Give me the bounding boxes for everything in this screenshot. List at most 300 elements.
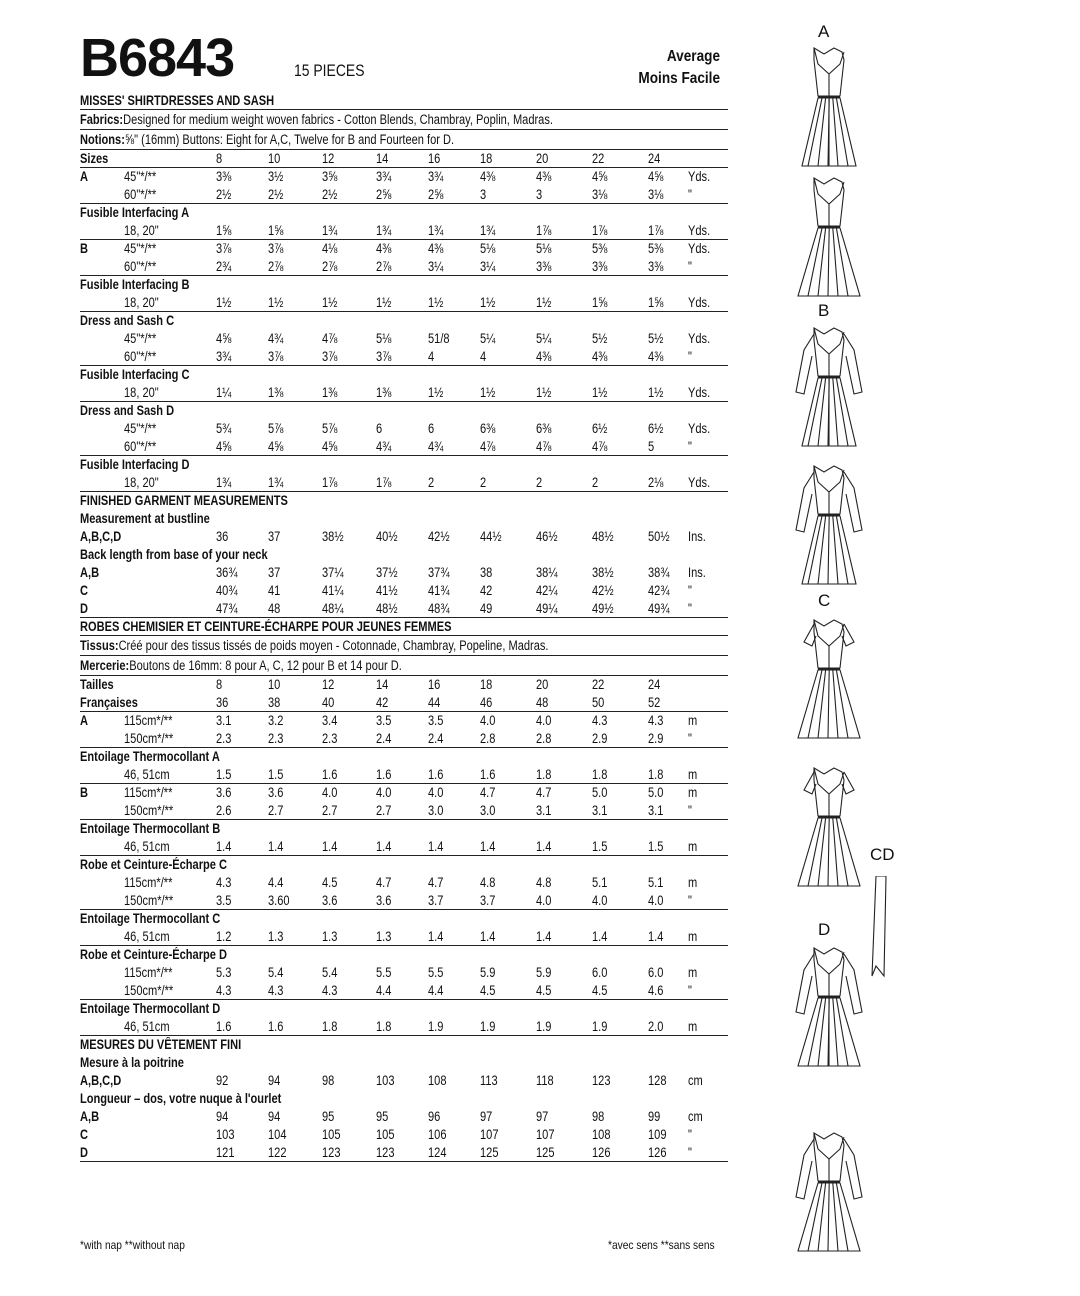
row-label: A,B,C,D [80, 529, 122, 544]
table-cell: 97 [536, 1109, 549, 1124]
sizes-row [80, 676, 728, 694]
table-cell: 1⅝ [592, 295, 608, 310]
table-cell: 6½ [648, 421, 664, 436]
table-cell: 1.6 [268, 1019, 284, 1034]
group-heading-text: Fusible Interfacing A [80, 205, 190, 220]
table-cell: 2.3 [216, 731, 232, 746]
table-cell: 105 [322, 1127, 341, 1142]
notions-wrap [80, 656, 402, 676]
table-cell: 1.8 [322, 1019, 338, 1034]
table-cell: 1½ [428, 385, 444, 400]
table-cell: 49 [480, 601, 493, 616]
table-cell: 1⅞ [592, 223, 608, 238]
view-d-front-drawing [774, 940, 884, 1070]
table-cell: 1.8 [592, 767, 608, 782]
row-sublabel: 115cm*/** [124, 785, 173, 800]
section-title-text: MISSES' SHIRTDRESSES AND SASH [80, 93, 275, 108]
table-cell: 3.5 [216, 893, 232, 908]
view-d-back-drawing [774, 1125, 884, 1255]
table-cell: 47¾ [216, 601, 238, 616]
section-title [80, 92, 728, 110]
table-cell: 1½ [376, 295, 392, 310]
table-cell: 3⅜ [216, 169, 232, 184]
finished-title-text: FINISHED GARMENT MEASUREMENTS [80, 493, 288, 508]
table-cell: 1.4 [536, 839, 552, 854]
table-cell: 2 [480, 475, 487, 490]
view-label: A [80, 713, 88, 728]
notions-wrap [80, 130, 454, 150]
table-row [80, 1144, 728, 1162]
table-cell: 95 [376, 1109, 389, 1124]
table-cell: 1⅞ [536, 223, 552, 238]
row-sublabel: 18, 20" [124, 385, 159, 400]
unit-label: Yds. [688, 241, 711, 256]
table-cell: 6½ [592, 421, 608, 436]
table-cell: 122 [268, 1145, 287, 1160]
table-cell: 4.0 [536, 713, 552, 728]
table-cell: 1½ [268, 295, 284, 310]
table-cell: 124 [428, 1145, 447, 1160]
table-cell: 5⅛ [536, 241, 552, 256]
row-sublabel: 60"*/** [124, 439, 157, 454]
table-cell: 128 [648, 1073, 667, 1088]
table-cell: 123 [322, 1145, 341, 1160]
table-cell: 1.5 [216, 767, 232, 782]
table-cell: 5⅞ [268, 421, 284, 436]
table-cell: 1.5 [268, 767, 284, 782]
table-cell: 1⅝ [268, 223, 284, 238]
section-title [80, 618, 728, 636]
view-a-front-drawing [774, 40, 884, 170]
table-cell: 5.1 [648, 875, 664, 890]
group-heading-text: Robe et Ceinture-Écharpe C [80, 857, 228, 872]
group-heading [80, 1000, 728, 1018]
table-cell: 2.9 [648, 731, 664, 746]
table-cell: 1⅝ [216, 223, 232, 238]
table-row [80, 384, 728, 402]
view-label: A [80, 169, 88, 184]
table-cell: 3⅞ [268, 241, 284, 256]
table-row [80, 730, 728, 748]
table-cell: 5.3 [216, 965, 232, 980]
table-cell: 1¾ [322, 223, 338, 238]
table-cell: 5½ [648, 331, 664, 346]
table-cell: 3⅞ [268, 349, 284, 364]
row-sublabel: 60"*/** [124, 259, 157, 274]
table-cell: 113 [480, 1073, 498, 1088]
table-cell: 4.0 [480, 713, 496, 728]
size-header: 16 [428, 677, 441, 692]
group-heading-text: Robe et Ceinture-Écharpe D [80, 947, 228, 962]
row-sublabel: 150cm*/** [124, 731, 174, 746]
fabrics-wrap [80, 636, 548, 656]
table-cell: 1.6 [480, 767, 496, 782]
table-cell: 3⅞ [376, 349, 392, 364]
unit-label: " [688, 731, 692, 746]
pattern-code: B6843 [80, 28, 235, 88]
table-cell: 1⅜ [268, 385, 284, 400]
table-cell: 48¾ [428, 601, 450, 616]
table-cell: 4⅞ [322, 331, 338, 346]
unit-label: " [688, 803, 692, 818]
table-cell: 2.7 [268, 803, 284, 818]
table-cell: 37¼ [322, 565, 344, 580]
table-row [80, 564, 728, 582]
row-sublabel: 150cm*/** [124, 803, 174, 818]
table-cell: 3¾ [376, 169, 392, 184]
table-cell: 1⅞ [376, 475, 392, 490]
unit-label: m [688, 839, 698, 854]
notions-line [80, 656, 728, 676]
table-cell: 3⅞ [322, 349, 338, 364]
row-label: A,B [80, 565, 100, 580]
row-sublabel: 18, 20" [124, 223, 159, 238]
table-cell: 5.5 [428, 965, 444, 980]
table-cell: 3¼ [428, 259, 444, 274]
table-cell: 3.4 [322, 713, 338, 728]
notions-label: Notions: [80, 132, 125, 147]
sizes-label: Françaises [80, 695, 138, 710]
table-cell: 4.8 [480, 875, 496, 890]
row-sublabel: 18, 20" [124, 475, 159, 490]
table-cell: 108 [592, 1127, 611, 1142]
table-cell: 4⅝ [268, 439, 284, 454]
table-cell: 2.7 [322, 803, 338, 818]
table-cell: 48¼ [322, 601, 344, 616]
table-cell: 3¾ [216, 349, 232, 364]
unit-label: " [688, 983, 692, 998]
table-row [80, 528, 728, 546]
size-header: 12 [322, 151, 335, 166]
size-header: 18 [480, 677, 493, 692]
table-cell: 107 [536, 1127, 555, 1142]
sizes-label: Tailles [80, 677, 114, 692]
table-row [80, 168, 728, 186]
table-cell: 3 [480, 187, 487, 202]
table-cell: 2⅞ [376, 259, 392, 274]
table-cell: 109 [648, 1127, 667, 1142]
unit-label: Yds. [688, 421, 711, 436]
table-cell: 2 [536, 475, 543, 490]
size-header: 38 [268, 695, 281, 710]
table-cell: 5⅜ [592, 241, 608, 256]
finished-title-text: MESURES DU VÊTEMENT FINI [80, 1037, 242, 1052]
table-cell: 1⅞ [322, 475, 338, 490]
table-cell: 38¾ [648, 565, 670, 580]
unit-label: " [688, 893, 692, 908]
table-cell: 1.8 [376, 1019, 392, 1034]
table-cell: 1½ [480, 295, 496, 310]
notions-text: ⅝" (16mm) Buttons: Eight for A,C, Twelve for B and Fourteen for D. [124, 132, 455, 147]
table-cell: 4⅜ [376, 241, 392, 256]
table-cell: 5.4 [268, 965, 284, 980]
table-row [80, 420, 728, 438]
unit-label: m [688, 965, 698, 980]
size-header: 24 [648, 151, 661, 166]
row-sublabel: 45"*/** [124, 241, 157, 256]
table-cell: 1½ [648, 385, 664, 400]
table-cell: 1.9 [428, 1019, 444, 1034]
table-cell: 97 [480, 1109, 493, 1124]
unit-label: Yds. [688, 169, 711, 184]
table-cell: 3⅜ [592, 259, 608, 274]
table-cell: 3.60 [268, 893, 290, 908]
table-cell: 50½ [648, 529, 670, 544]
table-cell: 2.7 [376, 803, 392, 818]
table-cell: 1½ [536, 295, 552, 310]
group-heading-text: Entoilage Thermocollant A [80, 749, 220, 764]
bust-heading [80, 510, 728, 528]
table-cell: 3¾ [428, 169, 444, 184]
table-cell: 6⅜ [536, 421, 552, 436]
table-cell: 98 [592, 1109, 605, 1124]
fabrics-text: Créé pour des tissus tissés de poids moyen - Cotonnade, Chambray, Popeline, Madras. [118, 638, 549, 653]
table-cell: 98 [322, 1073, 335, 1088]
table-cell: 2.0 [648, 1019, 664, 1034]
view-label: B [80, 785, 88, 800]
size-header: 36 [216, 695, 229, 710]
footnote-fr: *avec sens **sans sens [608, 1238, 715, 1252]
table-cell: 38½ [322, 529, 344, 544]
row-sublabel: 46, 51cm [124, 929, 170, 944]
table-row [80, 766, 728, 784]
row-sublabel: 115cm*/** [124, 713, 173, 728]
table-cell: 4.7 [428, 875, 444, 890]
size-header: 14 [376, 677, 389, 692]
table-cell: 1½ [216, 295, 232, 310]
table-cell: 4.4 [376, 983, 392, 998]
table-cell: 5¼ [480, 331, 496, 346]
unit-label: Yds. [688, 475, 711, 490]
table-cell: 4⅞ [536, 439, 552, 454]
table-cell: 5⅞ [322, 421, 338, 436]
table-cell: 1.4 [648, 929, 664, 944]
table-cell: 1.9 [480, 1019, 496, 1034]
table-cell: 3.7 [428, 893, 444, 908]
table-cell: 6.0 [592, 965, 608, 980]
unit-label: " [688, 601, 692, 616]
table-row [80, 240, 728, 258]
view-b-front-drawing [774, 320, 884, 450]
table-cell: 4.7 [480, 785, 496, 800]
row-sublabel: 45"*/** [124, 421, 157, 436]
size-header: 8 [216, 151, 223, 166]
table-cell: 1.3 [322, 929, 338, 944]
table-cell: 1.4 [322, 839, 338, 854]
table-cell: 38¼ [536, 565, 558, 580]
table-cell: 4⅜ [428, 241, 444, 256]
group-heading [80, 456, 728, 474]
row-sublabel: 45"*/** [124, 169, 157, 184]
table-cell: 94 [268, 1073, 281, 1088]
table-cell: 1.8 [536, 767, 552, 782]
table-cell: 105 [376, 1127, 395, 1142]
table-row [80, 928, 728, 946]
pieces-count: 15 PIECES [294, 61, 365, 80]
table-cell: 1.3 [268, 929, 284, 944]
table-cell: 37¾ [428, 565, 450, 580]
table-cell: 3¼ [480, 259, 496, 274]
size-header: 20 [536, 677, 549, 692]
table-cell: 42¼ [536, 583, 558, 598]
size-header: 48 [536, 695, 549, 710]
row-sublabel: 18, 20" [124, 295, 159, 310]
table-cell: 3⅛ [592, 187, 608, 202]
size-header: 50 [592, 695, 605, 710]
table-cell: 103 [216, 1127, 235, 1142]
table-cell: 1½ [536, 385, 552, 400]
table-cell: 108 [428, 1073, 447, 1088]
table-cell: 4⅝ [322, 439, 338, 454]
table-cell: 1½ [428, 295, 444, 310]
table-cell: 51/8 [428, 331, 450, 346]
group-heading-text: Entoilage Thermocollant C [80, 911, 221, 926]
table-cell: 1.5 [648, 839, 664, 854]
table-cell: 2¾ [216, 259, 232, 274]
notions-text: Boutons de 16mm: 8 pour A, C, 12 pour B et 14 pour D. [129, 658, 402, 673]
row-sublabel: 115cm*/** [124, 875, 173, 890]
table-cell: 94 [268, 1109, 281, 1124]
table-cell: 103 [376, 1073, 395, 1088]
group-heading [80, 402, 728, 420]
table-cell: 42½ [592, 583, 614, 598]
size-header: 20 [536, 151, 549, 166]
table-row [80, 712, 728, 730]
group-heading-text: Dress and Sash C [80, 313, 175, 328]
unit-label: Ins. [688, 529, 706, 544]
unit-label: " [688, 349, 692, 364]
table-cell: 42 [480, 583, 493, 598]
table-cell: 2½ [216, 187, 232, 202]
table-cell: 1.9 [536, 1019, 552, 1034]
unit-label: " [688, 1145, 692, 1160]
table-row [80, 802, 728, 820]
table-cell: 4.0 [428, 785, 444, 800]
table-cell: 3⅝ [322, 169, 338, 184]
table-cell: 3⅞ [216, 241, 232, 256]
table-cell: 2½ [322, 187, 338, 202]
size-header: 22 [592, 677, 605, 692]
footnotes [80, 1238, 728, 1258]
table-cell: 4.4 [428, 983, 444, 998]
table-cell: 4.3 [648, 713, 664, 728]
table-cell: 4.5 [480, 983, 496, 998]
table-cell: 1.9 [592, 1019, 608, 1034]
table-cell: 4.0 [648, 893, 664, 908]
row-label: A,B [80, 1109, 100, 1124]
unit-label: m [688, 785, 698, 800]
row-sublabel: 45"*/** [124, 331, 157, 346]
unit-label: m [688, 875, 698, 890]
table-cell: 2⅞ [322, 259, 338, 274]
table-cell: 41 [268, 583, 281, 598]
size-header: 10 [268, 677, 281, 692]
table-cell: 92 [216, 1073, 229, 1088]
table-cell: 3.6 [376, 893, 392, 908]
row-label: A,B,C,D [80, 1073, 122, 1088]
table-cell: 3.1 [536, 803, 552, 818]
size-header: 40 [322, 695, 335, 710]
size-header: 42 [376, 695, 389, 710]
section-title-text: ROBES CHEMISIER ET CEINTURE-ÉCHARPE POUR JEUNES FEMMES [80, 619, 452, 634]
view-b-back-drawing [774, 458, 884, 588]
table-cell: 4.6 [648, 983, 664, 998]
table-cell: 1⅜ [322, 385, 338, 400]
table-row [80, 892, 728, 910]
table-cell: 37 [268, 529, 281, 544]
size-header: 22 [592, 151, 605, 166]
table-cell: 1.2 [216, 929, 232, 944]
table-cell: 4.3 [322, 983, 338, 998]
fabrics-text: Designed for medium weight woven fabrics - Cotton Blends, Chambray, Poplin, Madras. [123, 112, 553, 127]
table-cell: 4⅞ [480, 439, 496, 454]
table-cell: 1¼ [216, 385, 232, 400]
unit-label: " [688, 583, 692, 598]
table-cell: 3 [536, 187, 543, 202]
group-heading-text: Entoilage Thermocollant D [80, 1001, 221, 1016]
back-heading-text: Longueur – dos, votre nuque à l'ourlet [80, 1091, 282, 1106]
table-row [80, 348, 728, 366]
size-header: 14 [376, 151, 389, 166]
table-cell: 2.6 [216, 803, 232, 818]
table-cell: 2⅝ [376, 187, 392, 202]
pattern-header [80, 28, 728, 98]
table-cell: 3.2 [268, 713, 284, 728]
table-cell: 1.4 [216, 839, 232, 854]
table-cell: 1.4 [480, 929, 496, 944]
back-heading [80, 546, 728, 564]
group-heading-text: Fusible Interfacing D [80, 457, 190, 472]
table-cell: 1.4 [592, 929, 608, 944]
table-row [80, 982, 728, 1000]
table-cell: 4 [480, 349, 487, 364]
table-cell: 99 [648, 1109, 661, 1124]
table-cell: 4.3 [592, 713, 608, 728]
table-cell: 2.3 [268, 731, 284, 746]
table-cell: 3.5 [428, 713, 444, 728]
table-cell: 4⅝ [216, 439, 232, 454]
table-cell: 4.5 [322, 875, 338, 890]
unit-label: " [688, 259, 692, 274]
size-header: 12 [322, 677, 335, 692]
table-cell: 4.3 [268, 983, 284, 998]
fabrics-label: Fabrics: [80, 112, 124, 127]
table-cell: 123 [592, 1073, 611, 1088]
table-cell: 4.0 [536, 893, 552, 908]
table-cell: 2.9 [592, 731, 608, 746]
bust-heading [80, 1054, 728, 1072]
difficulty-en: Average [666, 48, 720, 65]
table-cell: 49½ [592, 601, 614, 616]
table-cell: 2.3 [322, 731, 338, 746]
size-header: 16 [428, 151, 441, 166]
unit-label: m [688, 929, 698, 944]
table-cell: 4⅜ [536, 169, 552, 184]
unit-label: Ins. [688, 565, 706, 580]
table-cell: 2.8 [536, 731, 552, 746]
table-cell: 48½ [376, 601, 398, 616]
table-cell: 3.5 [376, 713, 392, 728]
table-row [80, 438, 728, 456]
table-row [80, 1126, 728, 1144]
unit-label: m [688, 713, 698, 728]
notions-label: Mercerie: [80, 658, 130, 673]
table-cell: 3.6 [268, 785, 284, 800]
view-c-back-drawing [774, 760, 884, 890]
table-cell: 2 [592, 475, 599, 490]
unit-label: m [688, 767, 698, 782]
table-cell: 1⅜ [376, 385, 392, 400]
